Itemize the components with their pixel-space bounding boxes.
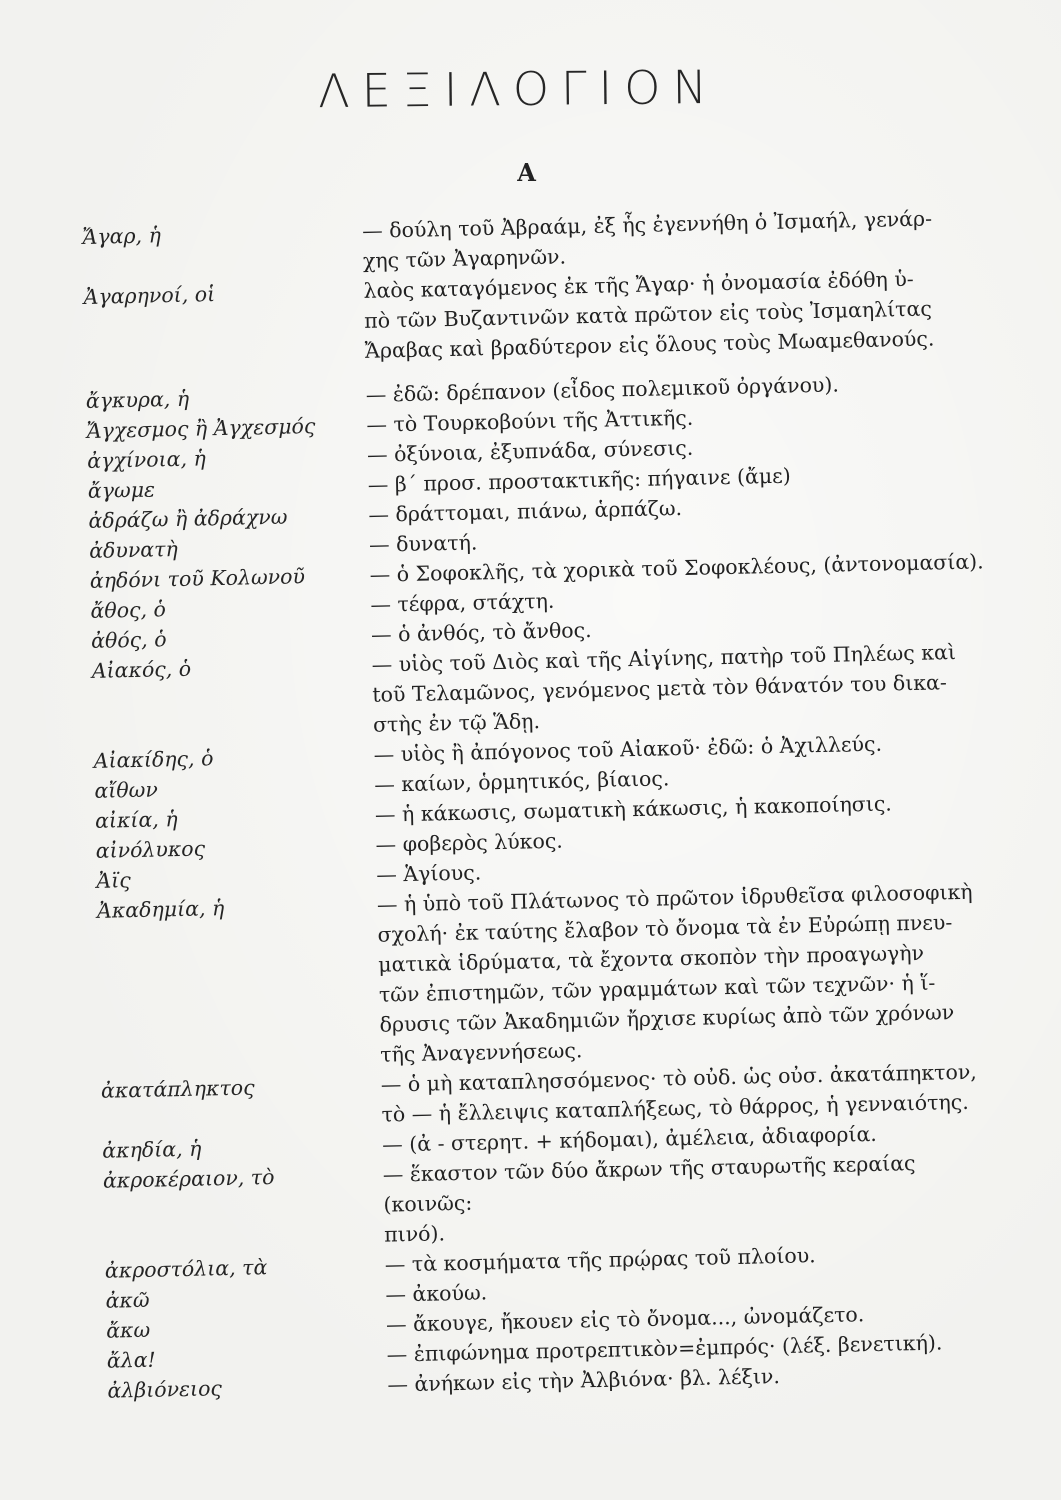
- definition: — καίων, ὁρμητικός, βίαιος.: [374, 766, 670, 797]
- headword: ἀκῶ: [105, 1287, 150, 1313]
- glossary-entries: [82, 202, 1008, 1405]
- section-letter: Α: [517, 158, 536, 187]
- definition: λαὸς καταγόμενος ἐκ τῆς Ἄγαρ· ἡ ὀνομασία ἐδόθη ὑ- πὸ τῶν Βυζαντινῶν κατὰ πρῶτον εἰς τοὺς Ἰσμαηλίτας Ἄραβας καὶ βραδύτερον εἰς ὅλους τοὺς Μωαμεθανούς.: [363, 266, 935, 363]
- definition: — υἱὸς τοῦ Διὸς καὶ τῆς Αἰγίνης, πατὴρ τοῦ Πηλέως καὶ tοῦ Τελαμῶνος, γενόμενος μετὰ τὸν θάνατόν του δικα- στὴς ἐν τῷ Ἅδῃ.: [371, 640, 957, 737]
- definition: — τὰ κοσμήματα τῆς πρῴρας τοῦ πλοίου.: [384, 1243, 816, 1277]
- headword: ἄγωμε: [87, 477, 156, 503]
- definition: — ἐδῶ: δρέπανον (εἶδος πολεμικοῦ ὀργάνου).: [365, 372, 840, 407]
- headword: αἰνόλυκος: [95, 836, 206, 863]
- definition: — ἀκούω.: [385, 1280, 488, 1307]
- headword: Αἰακίδης, ὁ: [93, 746, 214, 773]
- definition: — φοβερὸς λύκος.: [375, 828, 564, 857]
- definition: — ἄκουγε, ἤκουεν εἰς τὸ ὄνομα..., ὠνομάζετο.: [385, 1302, 865, 1337]
- headword: Ἀγαρηνοί, οἱ: [83, 282, 216, 309]
- headword: ἀκροκέραιον, τὸ: [102, 1165, 275, 1193]
- definition: — ἐπιφώνημα προτρεπτικὸν=ἐμπρός· (λέξ. βενετική).: [386, 1330, 943, 1367]
- page-title: ΛΕΞΙΛΟΓΙΟΝ: [317, 59, 720, 119]
- headword: αἴθων: [94, 777, 159, 803]
- definition: — β΄ προσ. προστακτικῆς: πήγαινε (ἄμε): [367, 463, 792, 497]
- headword: Ἄγχεσμος ἢ Ἀγχεσμός: [86, 413, 316, 443]
- definition: — ἡ κάκωσις, σωματικὴ κάκωσις, ἡ κακοποίησις.: [374, 791, 893, 827]
- definition: — ὁ Σοφοκλῆς, τὰ χορικὰ τοῦ Σοφοκλέους, (ἀντονομασία).: [369, 549, 984, 587]
- definition: — δυνατή.: [368, 530, 478, 557]
- headword: αἰκία, ἡ: [94, 807, 178, 833]
- headword: ἄλα!: [106, 1347, 157, 1373]
- definition: — τέφρα, στάχτη.: [370, 588, 555, 617]
- headword: ἀκηδία, ἡ: [102, 1136, 202, 1163]
- headword: Ἀϊς: [96, 868, 131, 893]
- definition: — δούλη τοῦ Ἀβραάμ, ἐξ ἧς ἐγεννήθη ὁ Ἰσμαήλ, γενάρ- χης τῶν Ἀγαρηνῶν.: [361, 206, 933, 273]
- definition: — Ἁγίους.: [376, 860, 482, 887]
- headword: ἀδράζω ἢ ἀδράχνω: [88, 504, 288, 533]
- definition: — δράττομαι, πιάνω, ἁρπάζω.: [368, 495, 683, 527]
- definition: — ἡ ὑπὸ τοῦ Πλάτωνος τὸ πρῶτον ἱδρυθεῖσα φιλοσοφικὴ σχολή· ἐκ ταύτης ἔλαβον τὸ ὄνομα τὰ ἐν Εὐρώπῃ πνευ- ματικὰ ἱδρύματα, τὰ ἔχοντα σκοπὸν τὴν προαγωγὴν τῶν ἐπιστημῶν, τῶν γραμμάτων καὶ τῶν τεχνῶν· ἡ ἵ- δρυσις τῶν Ἀκαδημιῶν ἤρχισε κυρίως ἀπὸ τῶν χρόνων τῆς Ἀναγεννήσεως.: [376, 879, 973, 1067]
- headword: ἀλβιόνειος: [107, 1376, 223, 1403]
- definition: — ἕκαστον τῶν δύο ἄκρων τῆς σταυρωτῆς κεραίας (κοινῶς: πινό).: [382, 1151, 916, 1247]
- definition: — υἱὸς ἢ ἀπόγονος τοῦ Αἰακοῦ· ἐδῶ: ὁ Ἀχιλλεύς.: [373, 731, 883, 767]
- headword: Ἄγαρ, ἡ: [82, 223, 162, 249]
- headword: ἀδυνατὴ: [88, 536, 178, 563]
- headword: ἄκω: [105, 1317, 151, 1343]
- definition: — ὀξύνοια, ἐξυπνάδα, σύνεσις.: [366, 435, 694, 467]
- definition: — ἀνήκων εἰς τὴν Ἀλβιόνα· βλ. λέξιν.: [387, 1364, 781, 1397]
- headword: Ἀκαδημία, ἡ: [96, 896, 225, 923]
- definition: — τὸ Τουρκοβούνι τῆς Ἀττικῆς.: [366, 405, 694, 437]
- headword: ἀηδόνι τοῦ Κολωνοῦ: [89, 564, 306, 593]
- headword: ἀκατάπληκτος: [100, 1075, 255, 1103]
- definition: — ὁ ἀνθός, τὸ ἄνθος.: [370, 617, 592, 647]
- headword: ἀκροστόλια, τὰ: [104, 1255, 268, 1283]
- headword: ἄγκυρα, ἡ: [85, 386, 190, 413]
- headword: ἄθος, ὁ: [90, 597, 167, 623]
- definition: — (ἀ - στερητ. + κήδομαι), ἀμέλεια, ἀδιαφορία.: [381, 1121, 878, 1157]
- definition: — ὁ μὴ καταπλησσόμενος· τὸ οὐδ. ὡς οὐσ. ἀκατάπηκτον, τὸ — ἡ ἔλλειψις καταπλήξεως, τὸ θάρρος, ἡ γενναιότης.: [380, 1059, 978, 1127]
- glossary-entry: [97, 876, 1001, 1076]
- headword: ἀγχίνοια, ἡ: [86, 446, 207, 473]
- headword: Αἰακός, ὁ: [91, 656, 192, 683]
- headword: ἀθός, ὁ: [90, 627, 167, 653]
